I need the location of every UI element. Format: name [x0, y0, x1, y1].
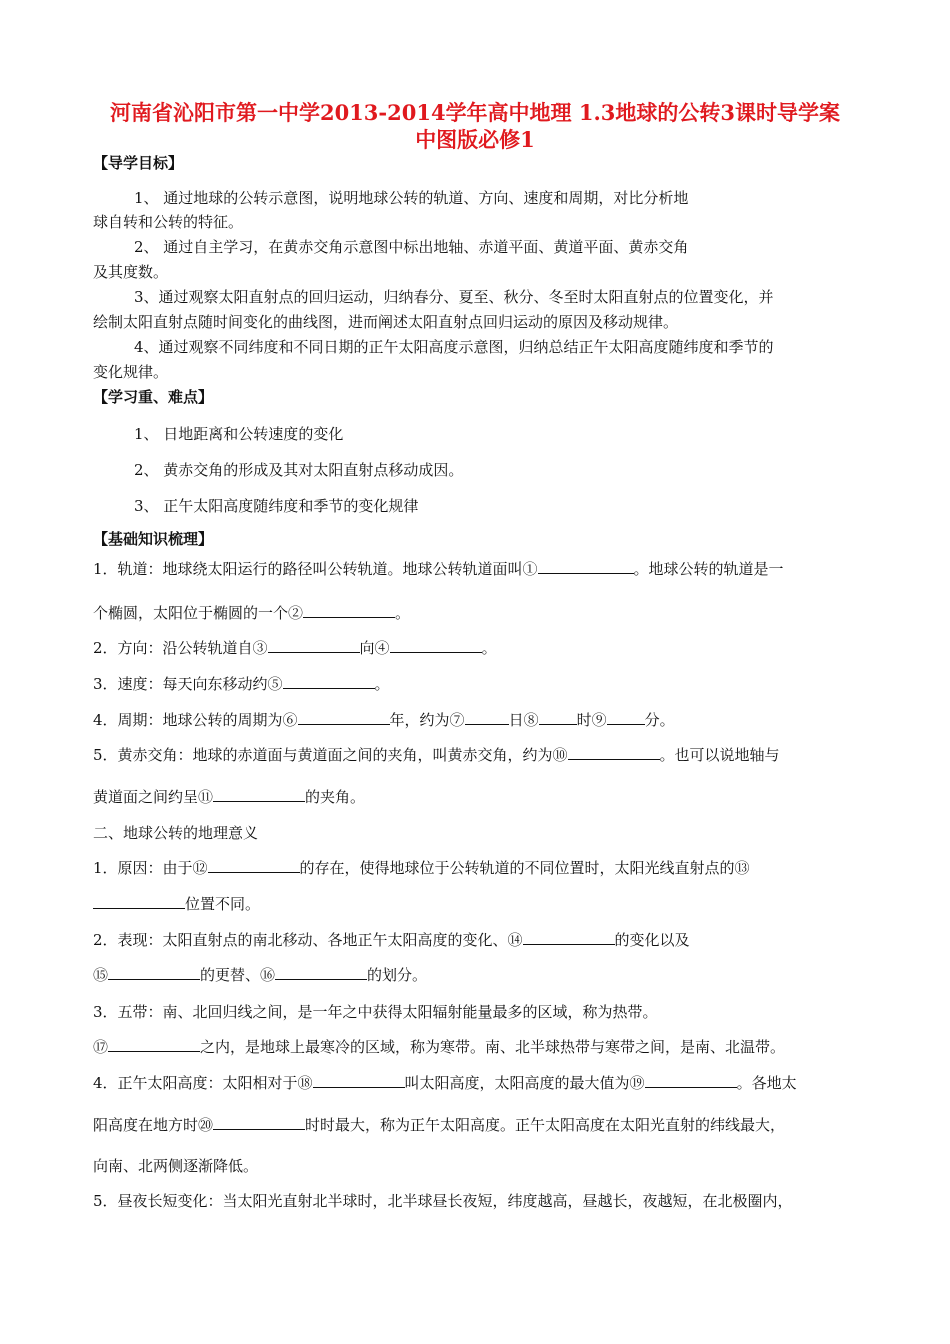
part-2-item-5-line-1: 5．昼夜长短变化：当太阳光直射北半球时，北半球昼长夜短，纬度越高，昼越长，夜越短，在北极圈内， — [93, 1192, 793, 1210]
part-2-item-4-line-2 — [93, 1114, 785, 1135]
text: 。 — [374, 675, 390, 693]
basic-item-4 — [93, 709, 675, 730]
objective-3-line-1: 3、通过观察太阳直射点的回归运动，归纳春分、夏至、秋分、冬至时太阳直射点的位置变化，并 — [134, 288, 774, 306]
objective-2-line-1: 2、 通过自主学习，在黄赤交角示意图中标出地轴、赤道平面、黄道平面、黄赤交角 — [134, 238, 689, 256]
fill-blank-9[interactable] — [607, 710, 645, 725]
text: 。 — [481, 639, 497, 657]
section-objectives-heading: 【导学目标】 — [93, 154, 184, 172]
fill-blank-12[interactable] — [208, 858, 300, 873]
text: 年，约为⑦ — [389, 711, 465, 729]
text: 日⑧ — [508, 711, 539, 729]
text: 黄道面之间约呈⑪ — [93, 788, 214, 806]
objective-3-line-2: 绘制太阳直射点随时间变化的曲线图，进而阐述太阳直射点回归运动的原因及移动规律。 — [93, 313, 679, 331]
text: 向④ — [359, 639, 390, 657]
fill-blank-17[interactable] — [108, 1037, 200, 1052]
text: 3．速度：每天向东移动约⑤ — [93, 675, 283, 693]
objective-1-line-2: 球自转和公转的特征。 — [93, 213, 244, 231]
fill-blank-5[interactable] — [283, 674, 375, 689]
text: 时⑨ — [576, 711, 607, 729]
text: 2．表现：太阳直射点的南北移动、各地正午太阳高度的变化、⑭ — [93, 931, 523, 949]
text: 2．方向：沿公转轨道自③ — [93, 639, 268, 657]
part-2-heading: 二、地球公转的地理意义 — [93, 824, 259, 842]
text: 的存在，使得地球位于公转轨道的不同位置时，太阳光线直射点的⑬ — [299, 859, 750, 877]
part-2-item-2-line-1 — [93, 929, 690, 950]
text: 叫太阳高度，太阳高度的最大值为⑲ — [404, 1074, 645, 1092]
text: 。也可以说地轴与 — [659, 746, 780, 764]
fill-blank-1[interactable] — [538, 559, 634, 574]
text: 阳高度在地方时⑳ — [93, 1116, 214, 1134]
objective-1-line-1: 1、 通过地球的公转示意图，说明地球公转的轨道、方向、速度和周期，对比分析地 — [134, 189, 689, 207]
fill-blank-10[interactable] — [568, 745, 660, 760]
text: 分。 — [644, 711, 675, 729]
fill-blank-19[interactable] — [645, 1073, 737, 1088]
fill-blank-13[interactable] — [93, 894, 185, 909]
part-2-item-3-line-2 — [93, 1036, 785, 1057]
text: 的夹角。 — [305, 788, 366, 806]
fill-blank-20[interactable] — [213, 1115, 305, 1130]
part-2-item-2-line-2 — [93, 964, 427, 985]
part-2-item-4-line-3: 向南、北两侧逐渐降低。 — [93, 1157, 259, 1175]
fill-blank-11[interactable] — [213, 787, 305, 802]
objective-4-line-2: 变化规律。 — [93, 363, 169, 381]
text: 4．周期：地球公转的周期为⑥ — [93, 711, 298, 729]
fill-blank-3[interactable] — [268, 638, 360, 653]
basic-item-2 — [93, 637, 497, 658]
text: 时时最大，称为正午太阳高度。正午太阳高度在太阳光直射的纬线最大， — [305, 1116, 786, 1134]
text: 的变化以及 — [614, 931, 690, 949]
part-2-item-3-line-1: 3．五带：南、北回归线之间，是一年之中获得太阳辐射能量最多的区域，称为热带。 — [93, 1003, 658, 1021]
text: 。地球公转的轨道是一 — [633, 560, 784, 578]
text: 5．黄赤交角：地球的赤道面与黄道面之间的夹角，叫黄赤交角，约为⑩ — [93, 746, 568, 764]
basic-item-5-line-1 — [93, 744, 780, 765]
section-keypoints-heading: 【学习重、难点】 — [93, 388, 214, 406]
keypoint-2: 2、 黄赤交角的形成及其对太阳直射点移动成因。 — [134, 461, 464, 479]
objective-4-line-1: 4、通过观察不同纬度和不同日期的正午太阳高度示意图，归纳总结正午太阳高度随纬度和季节的 — [134, 338, 774, 356]
text: 4．正午太阳高度：太阳相对于⑱ — [93, 1074, 313, 1092]
text: 位置不同。 — [185, 895, 261, 913]
text: ⑮ — [93, 966, 109, 984]
part-2-item-4-line-1 — [93, 1072, 797, 1093]
text: 。 — [395, 604, 411, 622]
part-2-item-1-line-1 — [93, 857, 750, 878]
fill-blank-14[interactable] — [523, 930, 615, 945]
document-title-line-2: 中图版必修1 — [415, 127, 535, 152]
text: 个椭圆，太阳位于椭圆的一个② — [93, 604, 304, 622]
keypoint-1: 1、 日地距离和公转速度的变化 — [134, 425, 344, 443]
fill-blank-16[interactable] — [275, 965, 367, 980]
text: 之内，是地球上最寒冷的区域，称为寒带。南、北半球热带与寒带之间，是南、北温带。 — [200, 1038, 786, 1056]
text: 1．轨道：地球绕太阳运行的路径叫公转轨道。地球公转轨道面叫① — [93, 560, 538, 578]
document-title-line-1: 河南省沁阳市第一中学2013-2014学年高中地理 1.3地球的公转3课时导学案 — [109, 100, 841, 125]
basic-item-5-line-2 — [93, 786, 365, 807]
fill-blank-15[interactable] — [108, 965, 200, 980]
objective-2-line-2: 及其度数。 — [93, 263, 169, 281]
text: 的更替、⑯ — [200, 966, 276, 984]
text: 1．原因：由于⑫ — [93, 859, 208, 877]
fill-blank-18[interactable] — [313, 1073, 405, 1088]
basic-item-1-line-1 — [93, 558, 784, 579]
text: 的划分。 — [367, 966, 428, 984]
basic-item-1-line-2 — [93, 602, 410, 623]
fill-blank-8[interactable] — [539, 710, 577, 725]
text: 。各地太 — [736, 1074, 797, 1092]
fill-blank-2[interactable] — [303, 603, 395, 618]
keypoint-3: 3、 正午太阳高度随纬度和季节的变化规律 — [134, 497, 419, 515]
fill-blank-7[interactable] — [465, 710, 509, 725]
part-2-item-1-line-2 — [93, 893, 260, 914]
fill-blank-6[interactable] — [298, 710, 390, 725]
fill-blank-4[interactable] — [390, 638, 482, 653]
text: ⑰ — [93, 1038, 109, 1056]
basic-item-3 — [93, 673, 390, 694]
section-basics-heading: 【基础知识梳理】 — [93, 530, 214, 548]
